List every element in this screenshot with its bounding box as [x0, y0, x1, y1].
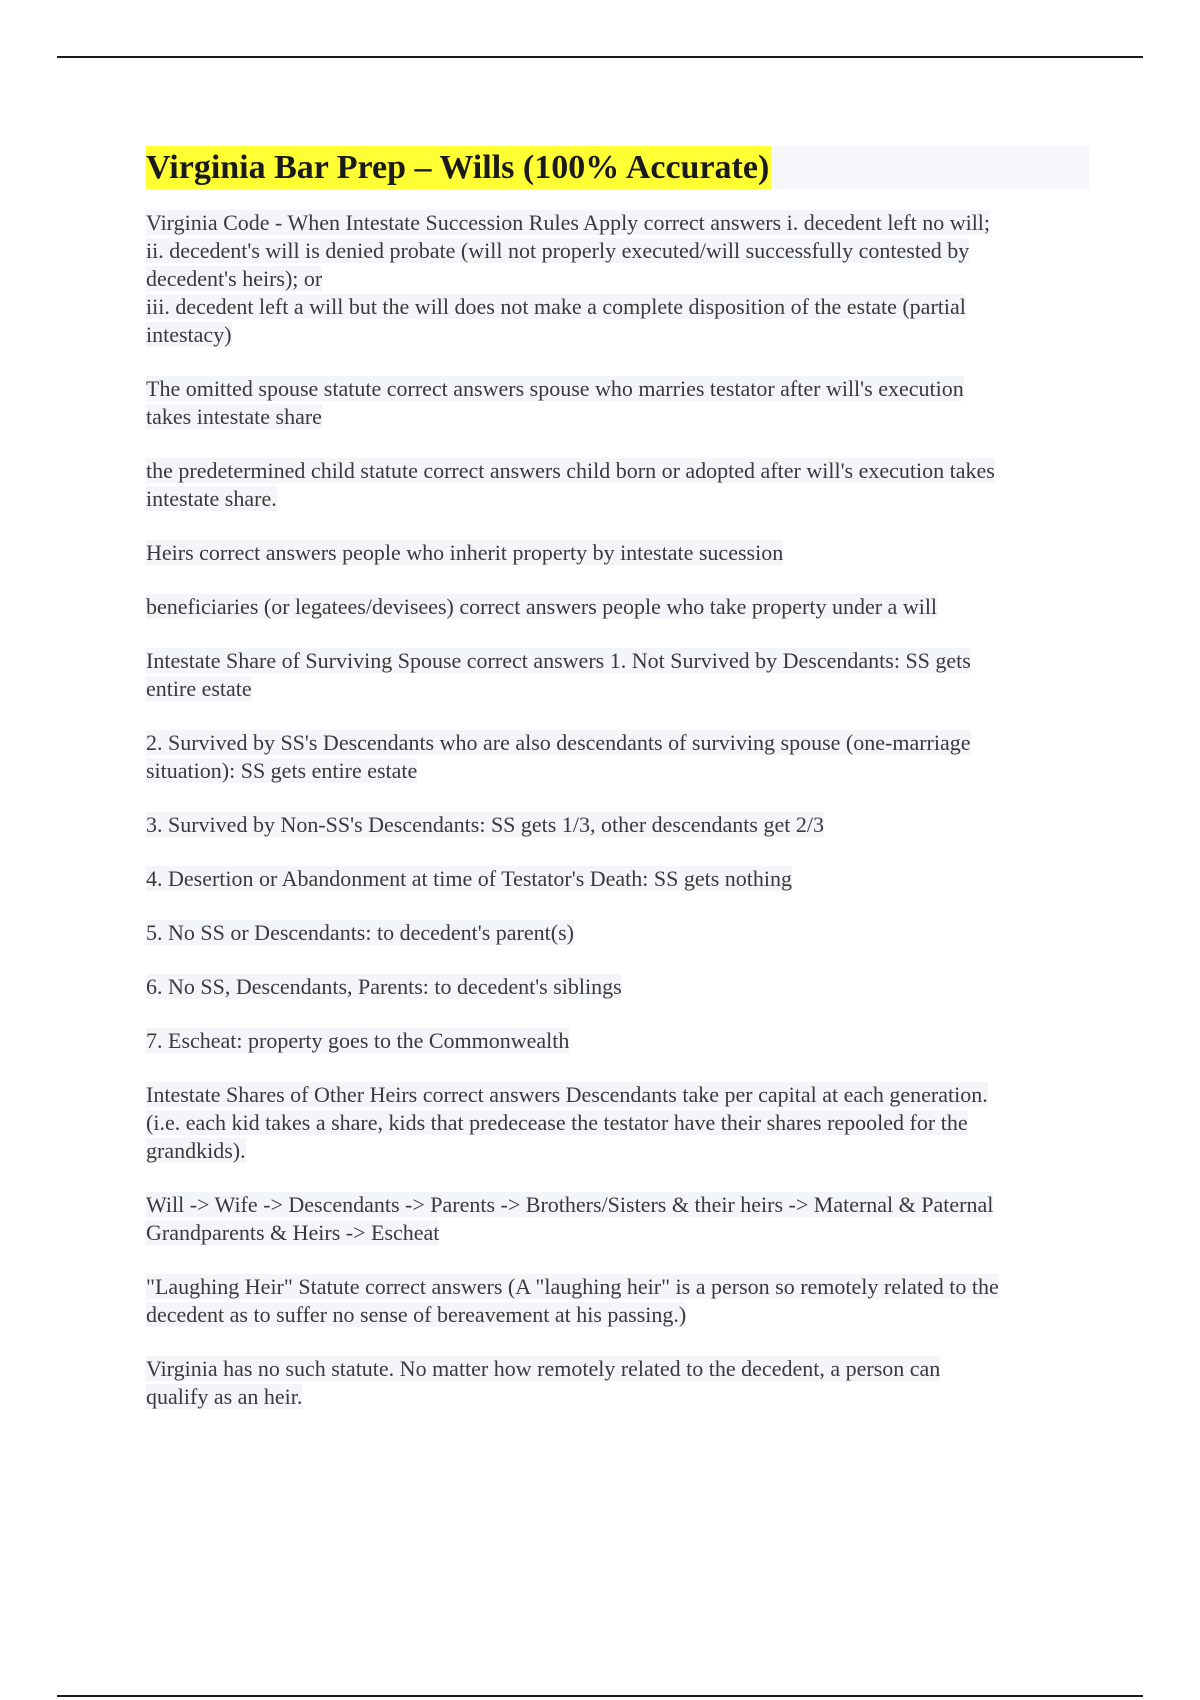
paragraph [146, 647, 1089, 703]
text-line [146, 1109, 1089, 1137]
text-line [146, 1383, 1089, 1411]
document-title: Virginia Bar Prep – Wills (100% Accurate) [146, 146, 771, 189]
document-body [146, 146, 1089, 1437]
text-line-content: 6. No SS, Descendants, Parents: to decedent's siblings [146, 974, 622, 999]
paragraph [146, 865, 1089, 893]
text-line [146, 1027, 1089, 1055]
text-line [146, 1219, 1089, 1247]
text-line [146, 1191, 1089, 1219]
text-line-content: qualify as an heir. [146, 1384, 303, 1409]
text-line-content: Intestate Shares of Other Heirs correct answers Descendants take per capital at each generation. [146, 1082, 988, 1107]
text-line [146, 1137, 1089, 1165]
text-line [146, 293, 1089, 321]
text-line [146, 973, 1089, 1001]
text-line [146, 265, 1089, 293]
text-line [146, 1355, 1089, 1383]
text-line-content: beneficiaries (or legatees/devisees) correct answers people who take property under a will [146, 594, 938, 619]
text-line-content: "Laughing Heir" Statute correct answers (A "laughing heir" is a person so remotely related to the [146, 1274, 999, 1299]
text-line [146, 919, 1089, 947]
text-line [146, 539, 1089, 567]
paragraph [146, 1273, 1089, 1329]
text-line [146, 375, 1089, 403]
text-line [146, 865, 1089, 893]
text-line-content: Virginia Code - When Intestate Succession Rules Apply correct answers i. decedent left no will; [146, 210, 991, 235]
text-line-content: decedent as to suffer no sense of bereavement at his passing.) [146, 1302, 687, 1327]
text-line [146, 811, 1089, 839]
text-line-content: takes intestate share [146, 404, 322, 429]
paragraph [146, 539, 1089, 567]
text-line-content: 3. Survived by Non-SS's Descendants: SS gets 1/3, other descendants get 2/3 [146, 812, 824, 837]
text-line [146, 1273, 1089, 1301]
text-line [146, 1301, 1089, 1329]
text-line-content: 5. No SS or Descendants: to decedent's parent(s) [146, 920, 574, 945]
text-line-content: iii. decedent left a will but the will does not make a complete disposition of the estate (partial [146, 294, 966, 319]
text-line [146, 485, 1089, 513]
text-line-content: (i.e. each kid takes a share, kids that predecease the testator have their shares repooled for the [146, 1110, 968, 1135]
text-line [146, 209, 1089, 237]
text-line-content: grandkids). [146, 1138, 246, 1163]
text-line [146, 757, 1089, 785]
paragraph [146, 973, 1089, 1001]
text-line-content: intestacy) [146, 322, 232, 347]
paragraph [146, 209, 1089, 349]
text-line-content: entire estate [146, 676, 252, 701]
paragraph [146, 1191, 1089, 1247]
bottom-divider [57, 1695, 1143, 1697]
text-line [146, 593, 1089, 621]
paragraph [146, 1027, 1089, 1055]
text-line-content: 4. Desertion or Abandonment at time of Testator's Death: SS gets nothing [146, 866, 793, 891]
paragraph [146, 729, 1089, 785]
paragraph [146, 1081, 1089, 1165]
title-row [146, 146, 1089, 189]
paragraph-list [146, 209, 1089, 1411]
text-line [146, 647, 1089, 675]
text-line-content: 2. Survived by SS's Descendants who are also descendants of surviving spouse (one-marriage [146, 730, 971, 755]
text-line-content: ii. decedent's will is denied probate (will not properly executed/will successfully contested by [146, 238, 970, 263]
text-line-content: Virginia has no such statute. No matter how remotely related to the decedent, a person can [146, 1356, 941, 1381]
paragraph [146, 811, 1089, 839]
text-line-content: decedent's heirs); or [146, 266, 323, 291]
text-line-content: intestate share. [146, 486, 277, 511]
text-line-content: the predetermined child statute correct answers child born or adopted after will's execution takes [146, 458, 995, 483]
paragraph [146, 919, 1089, 947]
text-line-content: Grandparents & Heirs -> Escheat [146, 1220, 440, 1245]
text-line-content: Will -> Wife -> Descendants -> Parents -> Brothers/Sisters & their heirs -> Maternal & Paternal [146, 1192, 994, 1217]
paragraph [146, 1355, 1089, 1411]
text-line [146, 729, 1089, 757]
paragraph [146, 375, 1089, 431]
text-line-content: The omitted spouse statute correct answers spouse who marries testator after will's execution [146, 376, 964, 401]
text-line [146, 457, 1089, 485]
text-line [146, 675, 1089, 703]
text-line-content: situation): SS gets entire estate [146, 758, 418, 783]
text-line [146, 321, 1089, 349]
paragraph [146, 457, 1089, 513]
text-line-content: 7. Escheat: property goes to the Commonwealth [146, 1028, 570, 1053]
text-line-content: Intestate Share of Surviving Spouse correct answers 1. Not Survived by Descendants: SS gets [146, 648, 971, 673]
top-divider [57, 56, 1143, 58]
text-line [146, 237, 1089, 265]
text-line [146, 1081, 1089, 1109]
text-line-content: Heirs correct answers people who inherit property by intestate sucession [146, 540, 784, 565]
paragraph [146, 593, 1089, 621]
text-line [146, 403, 1089, 431]
